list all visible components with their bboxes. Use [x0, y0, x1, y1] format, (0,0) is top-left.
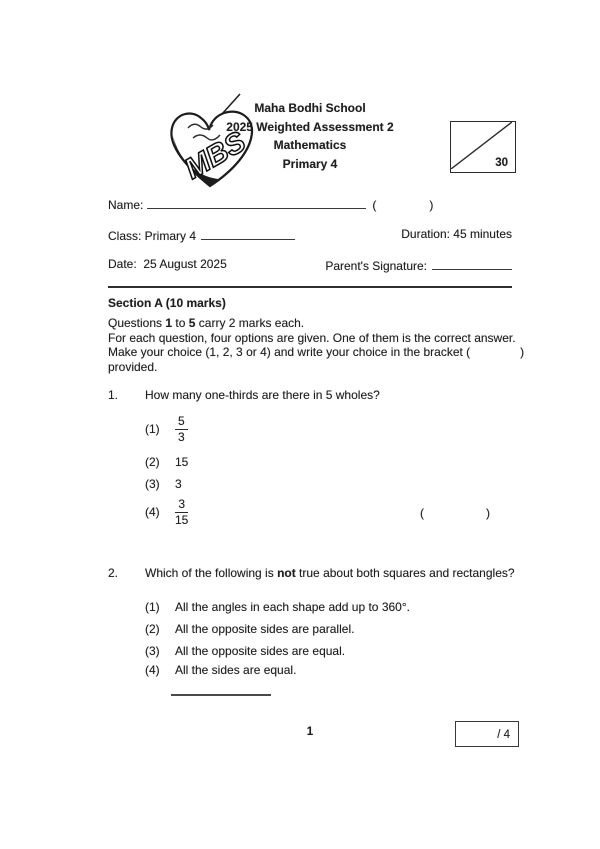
class-label: Class: Primary 4 [108, 229, 197, 243]
q1-option-4: (4) $\frac{3}{15}$ [145, 497, 189, 527]
paper-title-block [180, 99, 440, 173]
level-title: Primary 4 [282, 156, 338, 171]
total-marks-value: 30 [495, 157, 508, 169]
fraction-value: $\frac{3}{15}$ [175, 497, 189, 527]
fraction-value: $\frac{5}{3}$ [175, 415, 188, 444]
question-1-text: How many one-thirds are there in 5 wholes? [145, 388, 380, 402]
date-row [108, 257, 512, 273]
logo-mbs-text: MBS [179, 125, 252, 186]
q1-answer-bracket: ( ) [420, 506, 490, 520]
duration-label: Duration: 45 minutes [401, 227, 512, 241]
subject-title: Mathematics [273, 138, 347, 152]
instruction-line-1: Questions 1 to 5 carry 2 marks each. [108, 316, 305, 330]
instruction-line-3: Make your choice (1, 2, 3 or 4) and write your choice in the bracket ( ) provided. [108, 345, 525, 374]
section-divider-line [108, 286, 512, 288]
section-a-instructions [108, 316, 528, 374]
class-left [108, 227, 295, 243]
page-marks-box: / 4 [455, 721, 519, 747]
question-2-text: Which of the following is not true about both squares and rectangles? [145, 566, 515, 580]
page-number: 1 [306, 726, 314, 738]
name-row [108, 196, 512, 212]
index-bracket-close: ) [429, 198, 434, 212]
question-1 [108, 388, 528, 402]
name-fill-line [147, 196, 366, 209]
index-bracket-open: ( [372, 198, 377, 212]
q1-option-2: (2) 15 [145, 455, 189, 469]
q2-option-3: (3) All the opposite sides are equal. [145, 644, 346, 658]
instruction-line-2: For each question, four options are given. One of them is the correct answer. [108, 330, 516, 345]
q1-option-1: (1) $\frac{5}{3}$ [145, 415, 188, 444]
question-2-number: 2. [108, 566, 119, 580]
class-row [108, 227, 512, 243]
signature-fill-line [432, 257, 512, 270]
school-name: Maha Bodhi School [254, 101, 366, 115]
q2-option-2: (2) All the opposite sides are parallel. [145, 622, 355, 636]
total-score-box [450, 121, 516, 173]
q2-option-1: (1) All the angles in each shape add up to 360°. [145, 600, 410, 614]
class-fill-line [201, 227, 295, 240]
question-1-number: 1. [108, 388, 119, 402]
q1-option-3: (3) 3 [145, 477, 182, 491]
signature-label: Parent's Signature: [325, 259, 427, 273]
assessment-title: 2025 Weighted Assessment 2 [226, 119, 394, 134]
date-label: Date: 25 August 2025 [108, 257, 227, 271]
q2-option-4: (4) All the sides are equal. [145, 663, 297, 677]
name-label: Name: [108, 198, 144, 212]
section-a-title: Section A (10 marks) [108, 296, 226, 310]
question-2 [108, 566, 528, 580]
stray-answer-rule [171, 694, 271, 696]
signature-group [325, 257, 512, 273]
